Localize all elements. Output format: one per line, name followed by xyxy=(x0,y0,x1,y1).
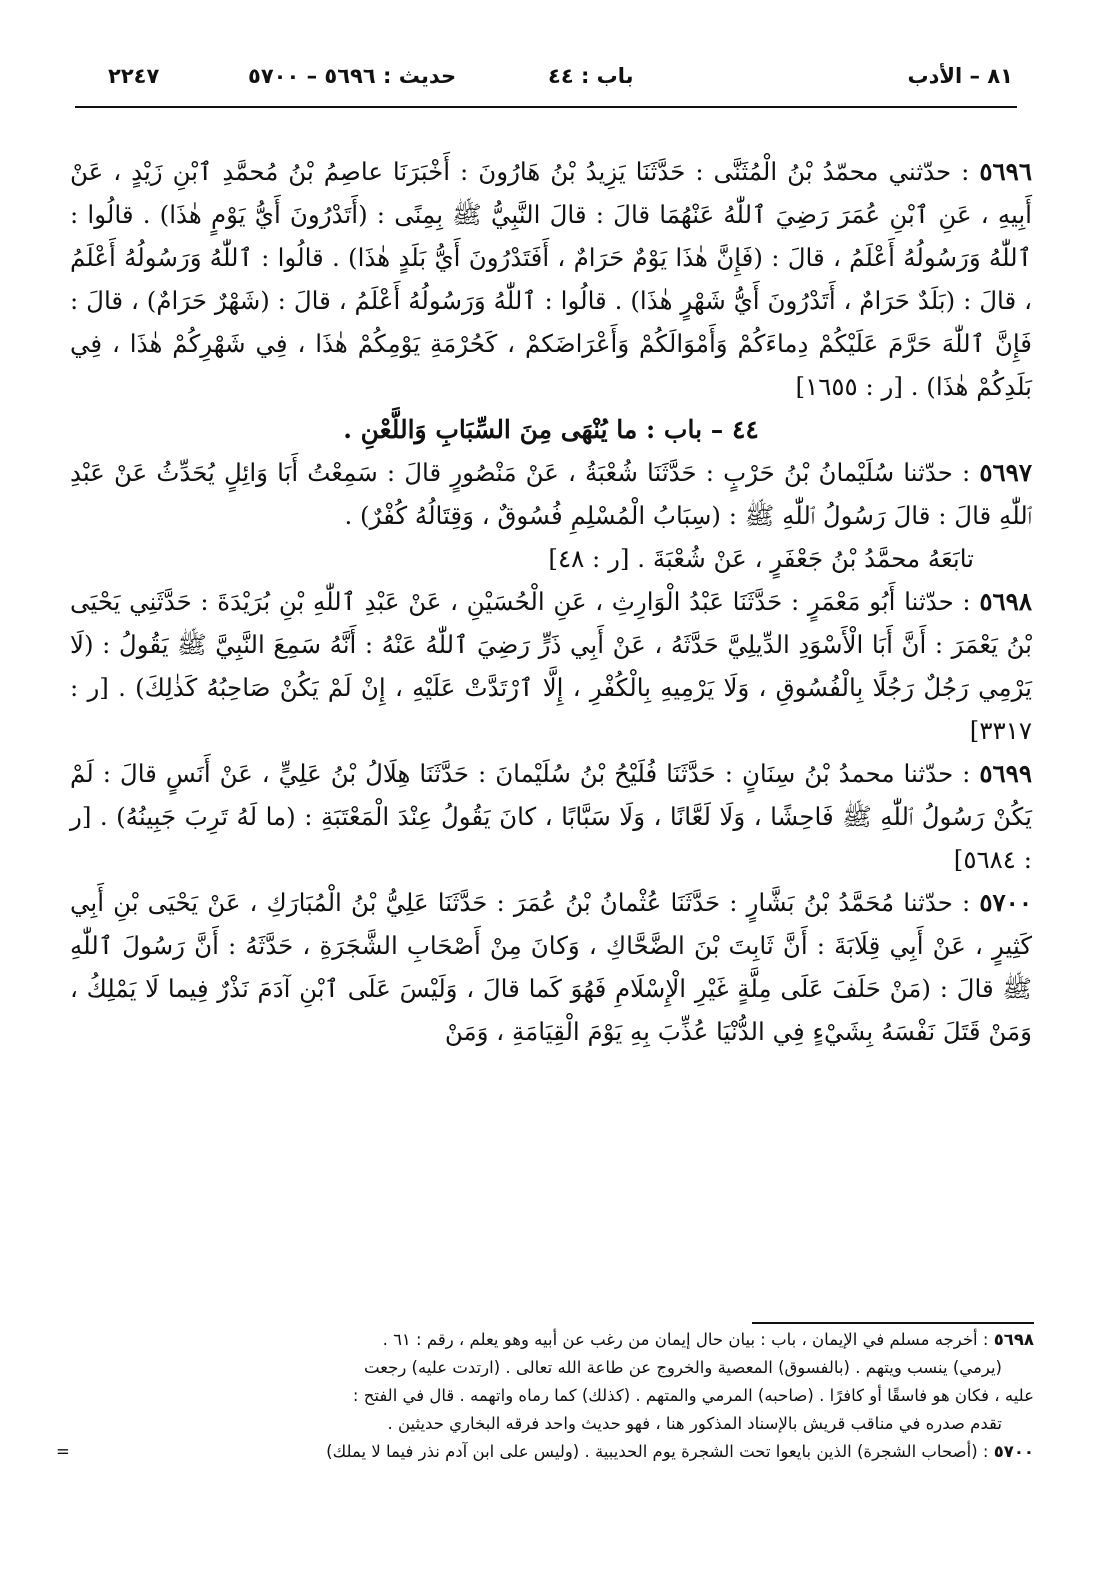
hadith-text: حدّثنا أَبُو مَعْمَرٍ : حَدَّثَنَا عَبْدُ الْوَارِثِ ، عَنِ الْحُسَيْنِ ، عَنْ عَبْدِ ٱللّٰهِ بْنِ بُرَيْدَةَ : حَدَّثَنِي يَحْيَى بْنُ يَعْمَرَ : أَنَّ أَبَا الْأَسْوَدِ الدِّيلِيَّ حَدَّثَهُ ، عَنْ أَبِي ذَرٍّ رَضِيَ ٱللّٰهُ عَنْهُ : أَنَّهُ سَمِعَ النَّبِيَّ ﷺ يَقُولُ : (لَا يَرْمِي رَجُلٌ رَجُلًا بِالْفُسُوقِ ، وَلَا يَرْمِيهِ بِالْكُفْرِ ، إِلَّا ٱرْتَدَّتْ عَلَيْهِ ، إِنْ لَمْ يَكُنْ صَاحِبُهُ كَذٰلِكَ) . [ر : ٣٣١٧] xyxy=(70,587,1032,745)
footnote-line: (يرمي) ينسب ويتهم . (بالفسوق) المعصية والخروج عن طاعة الله تعالى . (ارتدت عليه) رجعت xyxy=(363,1358,1002,1377)
hadith-range: حديث : ٥٦٩٦ – ٥٧٠٠ xyxy=(248,64,457,88)
running-header xyxy=(98,58,1013,94)
footnotes xyxy=(56,1326,1034,1466)
footnote-line xyxy=(56,1438,1034,1466)
bab-heading: ٤٤ – باب : ما يُنْهَى مِنَ السِّبَابِ وَاللَّعْنِ . xyxy=(343,415,759,444)
footnote-number: ٥٧٠٠ xyxy=(993,1442,1034,1461)
mutaba-note: تابَعَهُ محمَّدُ بْنُ جَعْفَرٍ ، عَنْ شُعْبَةَ . [ر : ٤٨] xyxy=(548,544,974,573)
hadith-text: حدّثنا سُلَيْمانُ بْنُ حَرْبٍ : حَدَّثَنَا شُعْبَةُ ، عَنْ مَنْصُورٍ قالَ : سَمِعْتُ أَبَا وَائِلٍ يُحَدِّثُ عَنْ عَبْدِ ٱللّٰهِ قالَ : قالَ رَسُولُ ٱللّٰهِ ﷺ : (سِبَابُ الْمُسْلِمِ فُسُوقٌ ، وَقِتَالُهُ كُفْرٌ) . xyxy=(70,458,1032,530)
footnote-line: تقدم صدره في مناقب قريش بالإسناد المذكور هنا ، فهو حديث واحد فرقه البخاري حديثين . xyxy=(387,1414,1002,1433)
bab-label: باب : ٤٤ xyxy=(548,64,634,88)
hadith-5697: ٥٦٩٧ : حدّثنا سُلَيْمانُ بْنُ حَرْبٍ : حَدَّثَنَا شُعْبَةُ ، عَنْ مَنْصُورٍ قالَ : سَمِعْتُ أَبَا وَائِلٍ يُحَدِّثُ عَنْ عَبْدِ ٱللّٰهِ قالَ : قالَ رَسُولُ ٱللّٰهِ ﷺ : (سِبَابُ الْمُسْلِمِ فُسُوقٌ ، وَقِتَالُهُ كُفْرٌ) . xyxy=(70,458,1032,530)
hadith-number: ٥٦٩٩ xyxy=(979,759,1032,788)
hadith-number: ٥٦٩٨ xyxy=(979,587,1032,616)
hadith-text: حدّثنا محمدُ بْنُ سِنَانٍ : حَدَّثَنَا فُلَيْحُ بْنُ سُلَيْمانَ : حَدَّثَنَا هِلَالُ بْنُ عَلِيٍّ ، عَنْ أَنَسٍ قالَ : لَمْ يَكُنْ رَسُولُ ٱللّٰهِ ﷺ فَاحِشًا ، وَلَا لَعَّانًا ، وَلَا سَبَّابًا ، كانَ يَقُولُ عِنْدَ الْمَعْتَبَةِ : (ما لَهُ تَرِبَ جَبِينُهُ) . [ر : ٥٦٨٤] xyxy=(70,759,1032,874)
footnote-rule xyxy=(752,1322,1034,1324)
header-rule xyxy=(75,106,1017,108)
main-text xyxy=(70,150,1032,1053)
hadith-number: ٥٦٩٧ xyxy=(979,458,1032,487)
page-number: ٢٢٤٧ xyxy=(108,64,160,88)
hadith-5698: ٥٦٩٨ : حدّثنا أَبُو مَعْمَرٍ : حَدَّثَنَا عَبْدُ الْوَارِثِ ، عَنِ الْحُسَيْنِ ، عَنْ عَبْدِ ٱللّٰهِ بْنِ بُرَيْدَةَ : حَدَّثَنِي يَحْيَى بْنُ يَعْمَرَ : أَنَّ أَبَا الْأَسْوَدِ الدِّيلِيَّ حَدَّثَهُ ، عَنْ أَبِي ذَرٍّ رَضِيَ ٱللّٰهُ عَنْهُ : أَنَّهُ سَمِعَ النَّبِيَّ ﷺ يَقُولُ : (لَا يَرْمِي رَجُلٌ رَجُلًا بِالْفُسُوقِ ، وَلَا يَرْمِيهِ بِالْكُفْرِ ، إِلَّا ٱرْتَدَّتْ عَلَيْهِ ، إِنْ لَمْ يَكُنْ صَاحِبُهُ كَذٰلِكَ) . [ر : ٣٣١٧] xyxy=(70,587,1032,745)
hadith-text: حدّثنا مُحَمَّدُ بْنُ بَشَّارٍ : حَدَّثَنَا عُثْمانُ بْنُ عُمَرَ : حَدَّثَنَا عَلِيُّ بْنُ الْمُبَارَكِ ، عَنْ يَحْيَى بْنِ أَبِي كَثِيرٍ ، عَنْ أَبِي قِلَابَةَ : أَنَّ ثَابِتَ بْنَ الضَّحَّاكِ ، وَكانَ مِنْ أَصْحَابِ الشَّجَرَةِ ، حَدَّثَهُ : أَنَّ رَسُولَ ٱللّٰهِ ﷺ قالَ : (مَنْ حَلَفَ عَلَى مِلَّةٍ غَيْرِ الْإِسْلَامِ فَهُوَ كَما قالَ ، وَلَيْسَ عَلَى ٱبْنِ آدَمَ نَذْرٌ فِيما لَا يَمْلِكُ ، وَمَنْ قَتَلَ نَفْسَهُ بِشَيْءٍ فِي الدُّنْيَا عُذِّبَ بِهِ يَوْمَ الْقِيَامَةِ ، وَمَنْ xyxy=(70,888,1032,1046)
footnote-line: عليه ، فكان هو فاسقًا أو كافرًا . (صاحبه) المرمي والمتهم . (كذلك) كما رماه واتهمه . قال في الفتح : xyxy=(352,1386,1034,1405)
continuation-mark: = xyxy=(56,1442,70,1461)
hadith-number: ٥٦٩٦ xyxy=(979,157,1032,186)
footnote-line xyxy=(56,1326,1034,1354)
hadith-5699: ٥٦٩٩ : حدّثنا محمدُ بْنُ سِنَانٍ : حَدَّثَنَا فُلَيْحُ بْنُ سُلَيْمانَ : حَدَّثَنَا هِلَالُ بْنُ عَلِيٍّ ، عَنْ أَنَسٍ قالَ : لَمْ يَكُنْ رَسُولُ ٱللّٰهِ ﷺ فَاحِشًا ، وَلَا لَعَّانًا ، وَلَا سَبَّابًا ، كانَ يَقُولُ عِنْدَ الْمَعْتَبَةِ : (ما لَهُ تَرِبَ جَبِينُهُ) . [ر : ٥٦٨٤] xyxy=(70,759,1032,874)
hadith-5696: ٥٦٩٦ : حدّثني محمّدُ بْنُ الْمُثَنَّى : حَدَّثَنَا يَزِيدُ بْنُ هَارُونَ : أَخْبَرَنَا عاصِمُ بْنُ مُحمَّدِ ٱبْنِ زَيْدٍ ، عَنْ أَبِيهِ ، عَنِ ٱبْنِ عُمَرَ رَضِيَ ٱللّٰهُ عَنْهُمَا قالَ : قالَ النَّبِيُّ ﷺ بِمِنًى : (أَتَدْرُونَ أَيُّ يَوْمٍ هٰذَا) . قالُوا : ٱللّٰهُ وَرَسُولُهُ أَعْلَمُ ، قالَ : (فَإِنَّ هٰذَا يَوْمٌ حَرَامٌ ، أَفَتَدْرُونَ أَيُّ بَلَدٍ هٰذَا) . قالُوا : ٱللّٰهُ وَرَسُولُهُ أَعْلَمُ ، قالَ : (بَلَدٌ حَرَامٌ ، أَتَدْرُونَ أَيُّ شَهْرٍ هٰذَا) . قالُوا : ٱللّٰهُ وَرَسُولُهُ أَعْلَمُ ، قالَ : (شَهْرٌ حَرَامٌ) ، قالَ : فَإِنَّ ٱللّٰهَ حَرَّمَ عَلَيْكُمْ دِماءَكُمْ وَأَمْوَالَكُمْ وَأَعْرَاضَكمْ ، كَحُرْمَةِ يَوْمِكُمْ هٰذَا ، فِي شَهْرِكُمْ هٰذَا ، فِي بَلَدِكُمْ هٰذَا) . [ر : ١٦٥٥] xyxy=(70,157,1032,401)
hadith-5700: ٥٧٠٠ : حدّثنا مُحَمَّدُ بْنُ بَشَّارٍ : حَدَّثَنَا عُثْمانُ بْنُ عُمَرَ : حَدَّثَنَا عَلِيُّ بْنُ الْمُبَارَكِ ، عَنْ يَحْيَى بْنِ أَبِي كَثِيرٍ ، عَنْ أَبِي قِلَابَةَ : أَنَّ ثَابِتَ بْنَ الضَّحَّاكِ ، وَكانَ مِنْ أَصْحَابِ الشَّجَرَةِ ، حَدَّثَهُ : أَنَّ رَسُولَ ٱللّٰهِ ﷺ قالَ : (مَنْ حَلَفَ عَلَى مِلَّةٍ غَيْرِ الْإِسْلَامِ فَهُوَ كَما قالَ ، وَلَيْسَ عَلَى ٱبْنِ آدَمَ نَذْرٌ فِيما لَا يَمْلِكُ ، وَمَنْ قَتَلَ نَفْسَهُ بِشَيْءٍ فِي الدُّنْيَا عُذِّبَ بِهِ يَوْمَ الْقِيَامَةِ ، وَمَنْ xyxy=(70,888,1032,1046)
footnote-text: : أخرجه مسلم في الإيمان ، باب : بيان حال إيمان من رغب عن أبيه وهو يعلم ، رقم : ٦١ . xyxy=(382,1330,989,1349)
hadith-text: حدّثني محمّدُ بْنُ الْمُثَنَّى : حَدَّثَنَا يَزِيدُ بْنُ هَارُونَ : أَخْبَرَنَا عاصِمُ بْنُ مُحمَّدِ ٱبْنِ زَيْدٍ ، عَنْ أَبِيهِ ، عَنِ ٱبْنِ عُمَرَ رَضِيَ ٱللّٰهُ عَنْهُمَا قالَ : قالَ النَّبِيُّ ﷺ بِمِنًى : (أَتَدْرُونَ أَيُّ يَوْمٍ هٰذَا) . قالُوا : ٱللّٰهُ وَرَسُولُهُ أَعْلَمُ ، قالَ : (فَإِنَّ هٰذَا يَوْمٌ حَرَامٌ ، أَفَتَدْرُونَ أَيُّ بَلَدٍ هٰذَا) . قالُوا : ٱللّٰهُ وَرَسُولُهُ أَعْلَمُ ، قالَ : (بَلَدٌ حَرَامٌ ، أَتَدْرُونَ أَيُّ شَهْرٍ هٰذَا) . قالُوا : ٱللّٰهُ وَرَسُولُهُ أَعْلَمُ ، قالَ : (شَهْرٌ حَرَامٌ) ، قالَ : فَإِنَّ ٱللّٰهَ حَرَّمَ عَلَيْكُمْ دِماءَكُمْ وَأَمْوَالَكُمْ وَأَعْرَاضَكمْ ، كَحُرْمَةِ يَوْمِكُمْ هٰذَا ، فِي شَهْرِكُمْ هٰذَا ، فِي بَلَدِكُمْ هٰذَا) . [ر : ١٦٥٥] xyxy=(70,157,1032,401)
footnote-text: : (أصحاب الشجرة) الذين بايعوا تحت الشجرة يوم الحديبية . (وليس على ابن آدم نذر فيما لا يملك) xyxy=(326,1442,989,1461)
footnote-number: ٥٦٩٨ xyxy=(993,1330,1034,1349)
hadith-number: ٥٧٠٠ xyxy=(979,888,1032,917)
book-title: ٨١ – الأدب xyxy=(907,64,1013,88)
